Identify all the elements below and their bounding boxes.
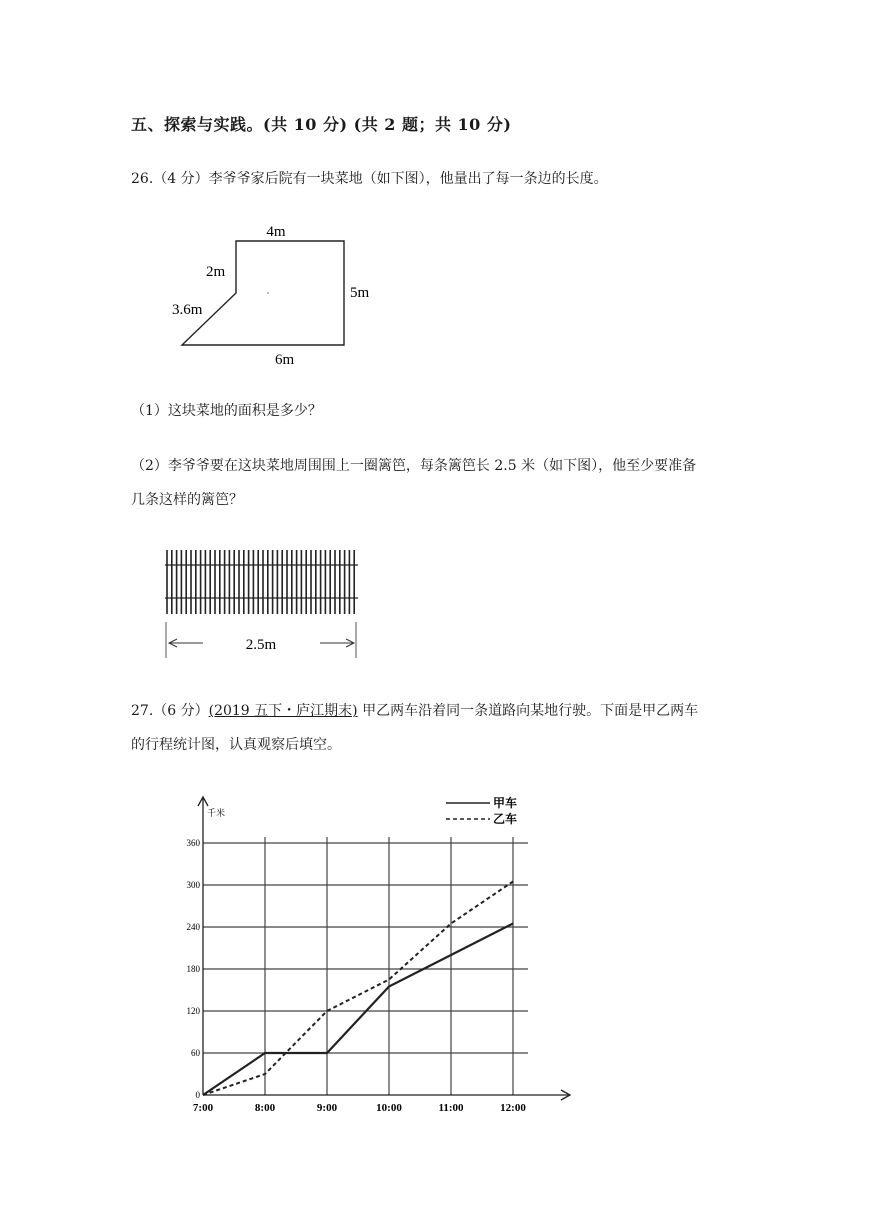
x-tick-label: 8:00 [254,1102,276,1114]
chart-series [203,882,513,1096]
question-27-text: 甲乙两车沿着同一条道路向某地行驶。下面是甲乙两车 [362,703,699,719]
travel-chart [180,790,580,1120]
x-tick-label: 11:00 [438,1102,464,1114]
label-right: 5m [350,285,370,301]
question-27-line2: 的行程统计图，认真观察后填空。 [131,737,341,753]
y-tick-label: 0 [195,1090,200,1100]
label-bottom: 6m [275,352,295,368]
legend-label: 甲车 [493,796,518,810]
x-tick-label: 7:00 [192,1102,214,1114]
question-26-sub2-line2: 几条这样的篱笆？ [131,492,243,508]
y-tick-label: 60 [191,1048,200,1058]
fence-figure [155,540,370,665]
chart-grid [203,837,528,1095]
y-tick-label: 300 [186,880,200,890]
label-left-upper: 2m [206,264,226,280]
question-26 [131,169,608,189]
vegetable-plot-figure [160,215,390,370]
question-27-source: (2019 五下・庐江期末) [208,703,358,719]
label-top: 4m [266,224,286,240]
x-tick-label: 10:00 [376,1102,402,1114]
question-27-line1 [131,701,698,721]
series-line [203,924,513,1096]
y-axis-label: 千米 [207,808,226,818]
y-tick-label: 360 [186,838,200,848]
fence-length-label: 2.5m [245,637,277,653]
chart-legend [446,795,517,826]
question-27-number: 27.（6 分） [131,703,209,719]
question-26-number: 26.（4 分） [131,171,209,187]
y-tick-label: 240 [186,922,200,932]
y-tick-label: 120 [186,1006,200,1016]
y-tick-label: 180 [186,964,200,974]
x-tick-label: 9:00 [316,1102,338,1114]
question-26-sub2-line1: （2）李爷爷要在这块菜地周围围上一圈篱笆，每条篱笆长 2.5 米（如下图），他至少要准备 [131,458,697,474]
label-slant: 3.6m [172,302,203,318]
plot-outline [182,241,344,345]
legend-label: 乙车 [493,812,518,826]
x-tick-label: 12:00 [500,1102,526,1114]
fence-bars [167,550,354,614]
section-title: 五、探索与实践。(共 10 分) (共 2 题；共 10 分) [131,115,512,134]
question-26-sub1: （1）这块菜地的面积是多少？ [131,403,322,419]
question-26-text: 李爷爷家后院有一块菜地（如下图），他量出了每一条边的长度。 [208,171,608,187]
